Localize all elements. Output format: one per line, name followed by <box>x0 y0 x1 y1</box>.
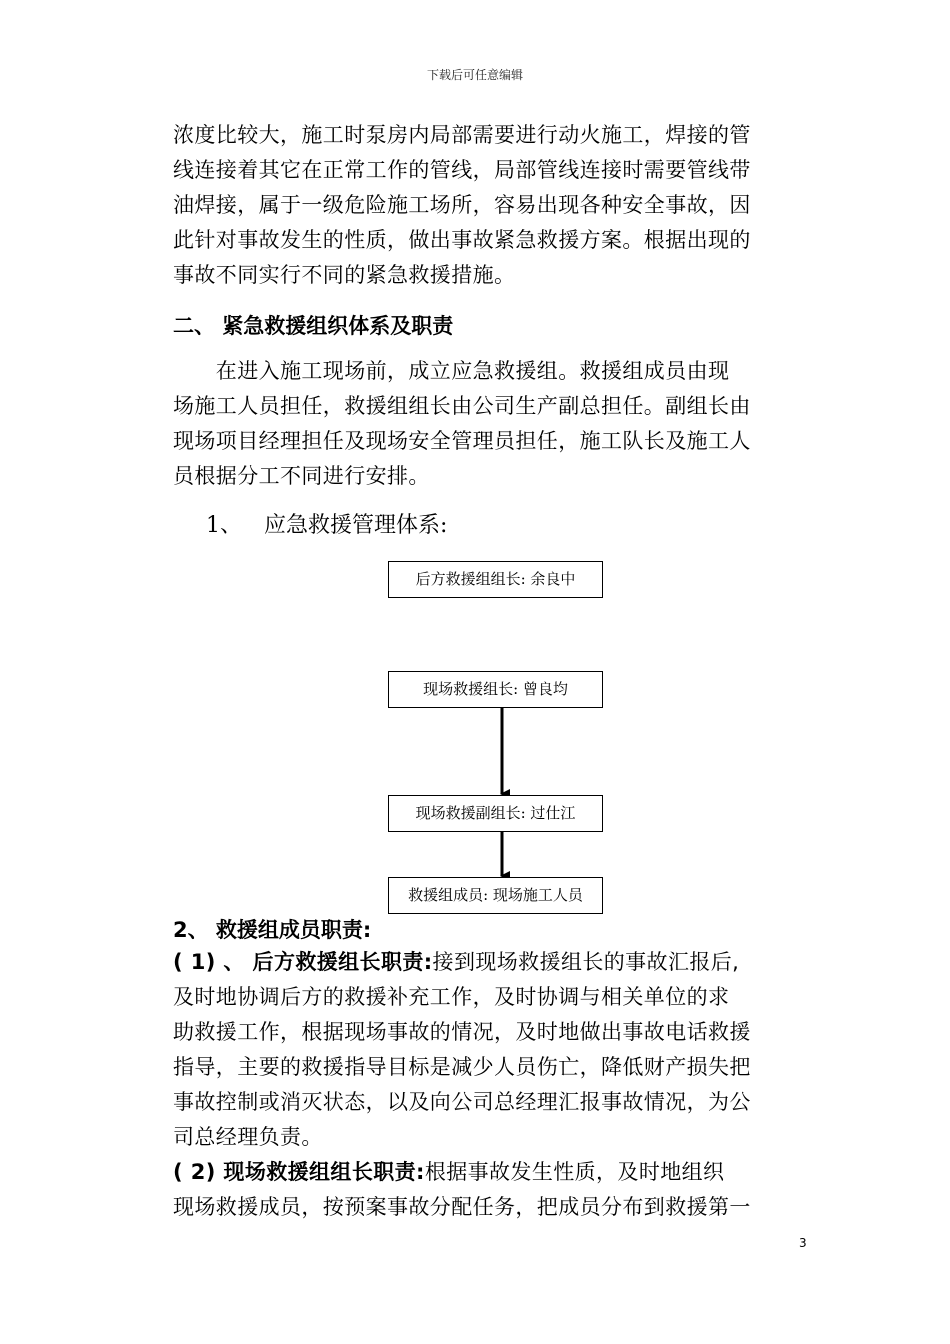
text-line: 此针对事故发生的性质，做出事故紧急救援方案。根据出现的 <box>173 228 751 252</box>
text-line: 在进入施工现场前，成立应急救援组。救援组成员由现 <box>173 359 730 383</box>
duty-item-1 <box>173 945 813 1155</box>
text-line: 浓度比较大，施工时泵房内局部需要进行动火施工，焊接的管 <box>173 123 751 147</box>
text-line: 事故不同实行不同的紧急救援措施。 <box>173 263 516 287</box>
text-line: 及时地协调后方的救援补充工作，及时协调与相关单位的求 <box>173 985 730 1009</box>
page-number: 3 <box>799 1236 807 1250</box>
org-box-members: 救援组成员: 现场施工人员 <box>388 877 603 914</box>
text-line: 线连接着其它在正常工作的管线，局部管线连接时需要管线带 <box>173 158 751 182</box>
duty-label: ( 1) 、 后方救援组长职责: <box>173 950 433 974</box>
text-line: 油焊接，属于一级危险施工场所，容易出现各种安全事故，因 <box>173 193 751 217</box>
text-line: 指导，主要的救援指导目标是减少人员伤亡，降低财产损失把 <box>173 1055 751 1079</box>
subsection-number: 1、 <box>206 513 242 538</box>
text-line: 现场救援成员，按预案事故分配任务，把成员分布到救援第一 <box>173 1195 751 1219</box>
text-line: 根据事故发生性质，及时地组织 <box>424 1160 725 1184</box>
org-box-site-leader: 现场救援组长: 曾良均 <box>388 671 603 708</box>
subsection-title: 应急救援管理体系: <box>264 513 448 538</box>
text-line: 员根据分工不同进行安排。 <box>173 464 430 488</box>
text-line: 场施工人员担任，救援组组长由公司生产副总担任。副组长由 <box>173 394 751 418</box>
text-line: 接到现场救援组长的事故汇报后, <box>432 950 740 974</box>
text-line: 事故控制或消灭状态，以及向公司总经理汇报事故情况，为公 <box>173 1090 751 1114</box>
page-header: 下载后可任意编辑 <box>426 68 523 82</box>
section-heading: 二、 紧急救援组织体系及职责 <box>173 314 454 338</box>
duty-label: ( 2) 现场救援组组长职责: <box>173 1160 425 1184</box>
text-line: 司总经理负责。 <box>173 1125 323 1149</box>
org-box-rear-leader: 后方救援组组长: 余良中 <box>388 561 603 598</box>
org-box-deputy-leader: 现场救援副组长: 过仕江 <box>388 795 603 832</box>
duty-item-2 <box>173 1155 813 1225</box>
subsection-heading-2: 2、 救援组成员职责: <box>173 918 372 942</box>
text-line: 现场项目经理担任及现场安全管理员担任，施工队长及施工人 <box>173 429 751 453</box>
text-line: 助救援工作，根据现场事故的情况，及时地做出事故电话救援 <box>173 1020 751 1044</box>
